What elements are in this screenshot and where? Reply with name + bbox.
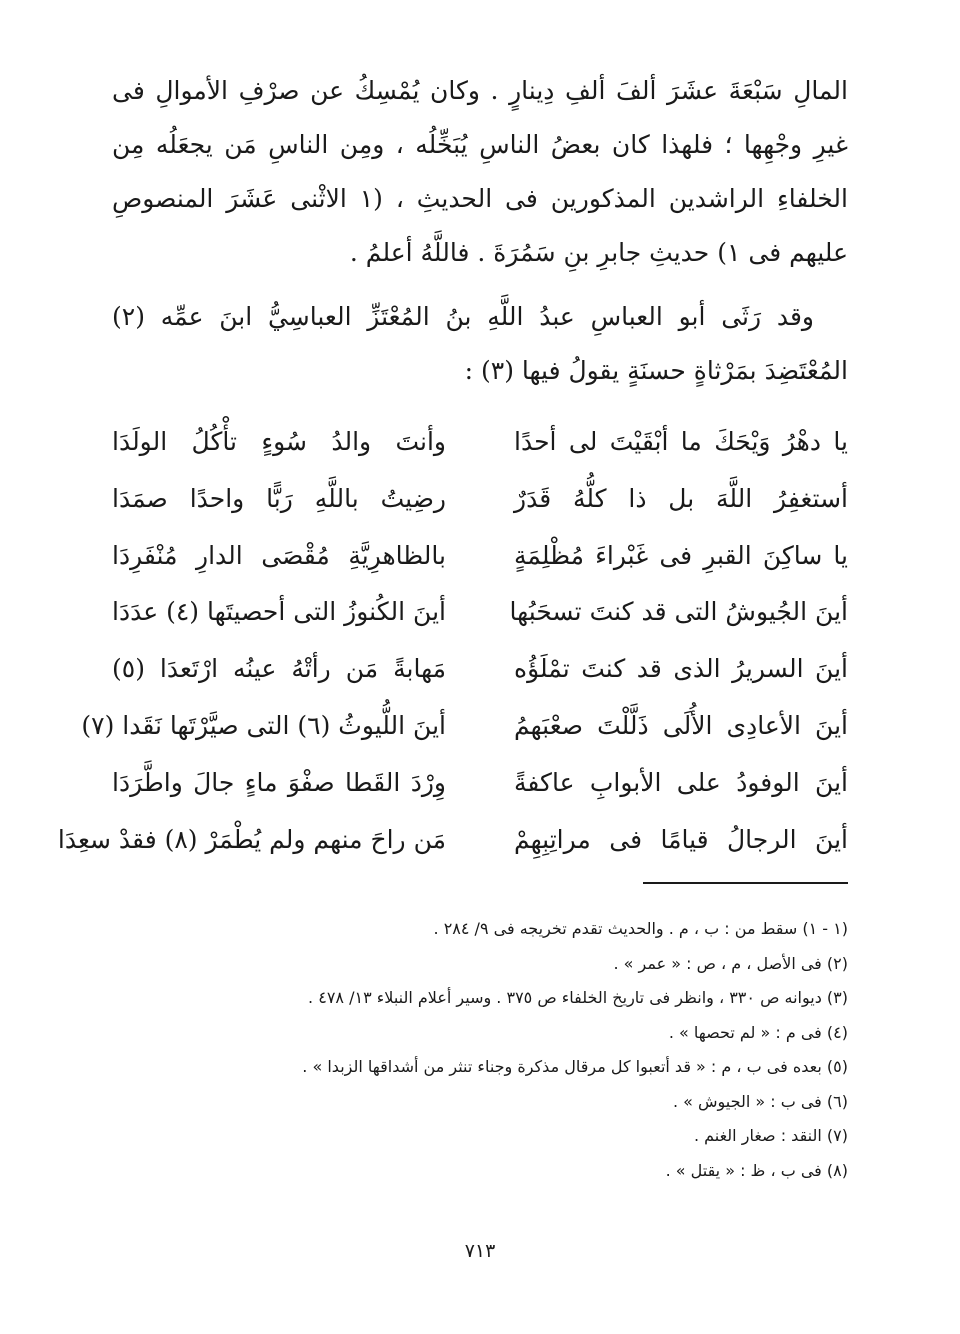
footnote: (٨) فى ب ، ظ : « يقتل » . [665,1160,848,1180]
paragraph: المالِ سَبْعَةَ عشَرَ ألفَ ألفِ دِينارٍ . وكان يُمْسِكُ عن صرْفِ الأموالِ فى غيرِ وجْهِها ؛ فلهذا كان بعضُ الناسِ يُبَخِّلُه ، ومِن الناسِ مَن يجعَلُه مِن الخلفاءِ الراشدين المذكورين فى الحديثِ ، (١ الاثْنى عَشَرَ المنصوصِ عليهم فى ١) حديثِ جابرِ بنِ سَمُرَةَ . فاللَّهُ أعلمُ . [112,76,848,267]
footnote: (٤) فى م : « لم تحصها » . [668,1022,848,1042]
verse-first-hemistich: أينَ الجُيوشُ التى قد كنتَ تسحَبُها [509,597,848,627]
verse-first-hemistich: يا ساكِنَ القبرِ فى غَبْراءَ مُظْلِمَةٍ [514,540,848,570]
verse-first-hemistich: أستغفِرُ اللَّهَ بل ذا كلُّهُ قَدَرٌ [514,483,848,513]
poem [57,414,848,868]
verse-second-hemistich: أينَ الكُنوزُ التى أحصيتَها (٤) عدَدَا [112,597,446,627]
footnote: (٢) فى الأصل ، م ، ص : « عمر » . [613,953,848,973]
verse-first-hemistich: أينَ الرجالُ قيامًا فى مراتِبِهِمْ [514,824,848,854]
footnote: (٥) بعده فى ب ، م : « قد أتعبوا كل مرقال مذكرة وجناء تنثر من أشداقها الزبدا » . [302,1057,848,1076]
verse-second-hemistich: بالظاهرِيَّةِ مُقْصَى الدارِ مُنْفَرِدَا [112,540,446,570]
verse-second-hemistich: مَهابةً مَن رأتْهُ عينُه ارْتَعدَا (٥) [112,654,446,684]
verse-second-hemistich: أينَ اللُّيوثُ (٦) التى صيَّرْتَها نَقَدا (٧) [81,710,446,740]
verse-first-hemistich: أينَ الوفودُ على الأبوابِ عاكفةً [514,767,848,797]
footnote: (٧) النقد : صغار الغنم . [693,1126,848,1145]
verse-second-hemistich: وأنتَ والدُ سُوءٍ تأْكُلُ الولَدَا [112,427,446,456]
verse-second-hemistich: مَن راحَ منهم ولم يُطْمَرْ (٨) فقدْ سعِدَا [57,824,446,854]
verse-line [57,812,848,869]
verse-second-hemistich: رضِيتُ باللَّهِ رَبًّا واحدًا صمَدَا [112,483,446,513]
verse-line [81,698,848,755]
page-number: ٧١٣ [464,1240,496,1262]
verse-first-hemistich: أينَ الأعادِى الأُلَى ذَلَّلْتَ صعْبَهمُ [514,710,848,740]
paragraph: وقد رَثَى أبو العباسِ عبدُ اللَّهِ بنُ المُعْتَزِّ العباسِيُّ ابنَ عمِّه (٢) المُعْتَضِدَ بمَرْثاةٍ حسنَةٍ يقولُ فيها (٣) : [112,302,848,385]
footnote-separator [643,882,848,884]
verse-second-hemistich: وِرْدَ القَطا صفْوَ ماءٍ جالَ واطَّرَدَا [112,767,446,797]
verse-line [112,528,848,585]
footnotes [112,912,848,1188]
verse-line [112,584,848,641]
footnote: (٦) فى ب : « الجيوش » . [672,1091,848,1111]
verse-first-hemistich: أينَ السريرُ الذى قد كنتَ تمْلَؤُه [514,654,848,684]
verse-line [112,414,848,471]
footnote: (١ - ١) سقط من : ب ، م . والحديث تقدم تخريجه فى ٩/ ٢٨٤ . [433,919,848,938]
verse-line [112,471,848,528]
footnote: (٣) ديوانه ص ٣٣٠ ، وانظر فى تاريخ الخلفاء ص ٣٧٥ . وسير أعلام النبلاء ١٣/ ٤٧٨ . [308,988,848,1007]
body-text [112,64,848,398]
verse-line [112,755,848,812]
verse-first-hemistich: يا دهْرُ وَيْحَكَ ما أبْقَيْتَ لى أحدًا [514,427,848,456]
verse-line [112,641,848,698]
